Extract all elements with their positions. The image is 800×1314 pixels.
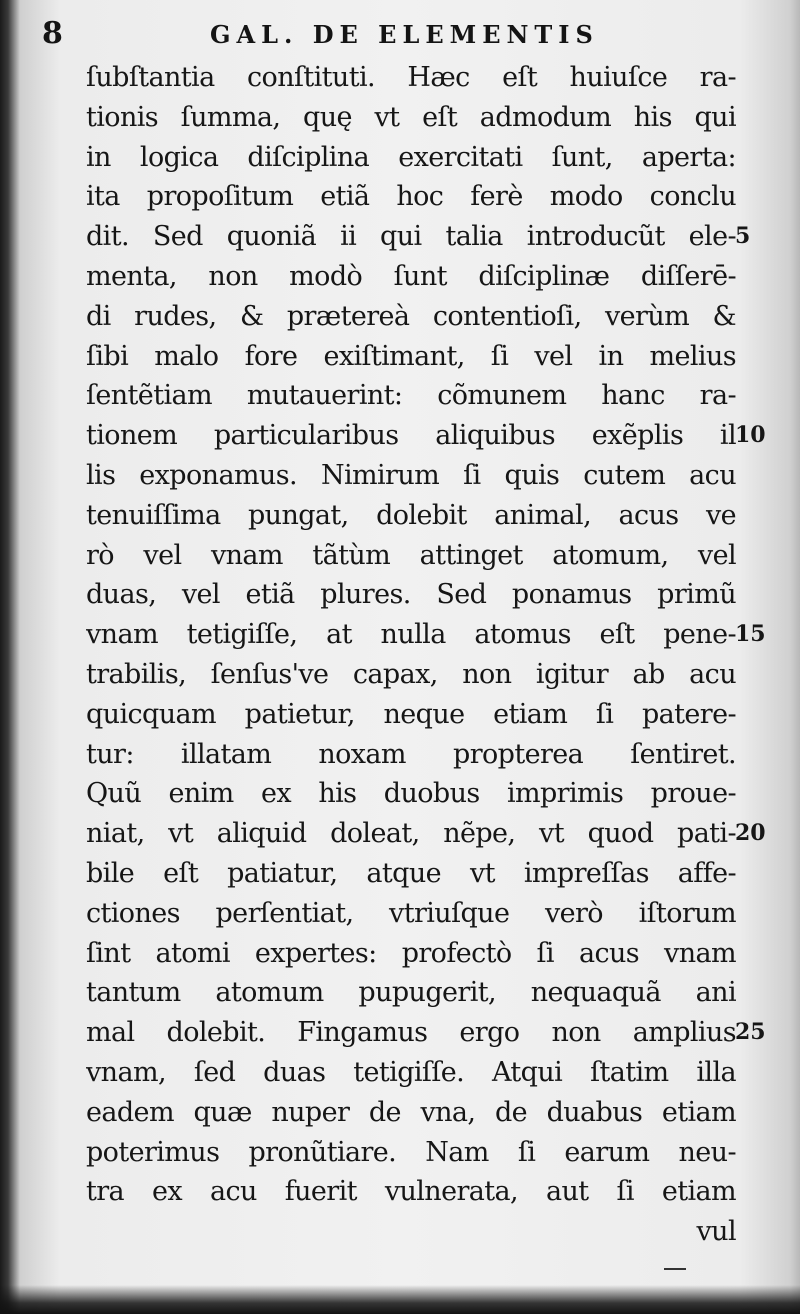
text-line: dit. Sed quoniã ii qui talia introducũt ele- <box>86 221 736 253</box>
text-line: menta, non modò ſunt diſciplinæ diſſerē- <box>86 260 736 292</box>
text-line: trabilis, ſenſus've capax, non igitur ab acu <box>86 658 736 690</box>
line-number-marker: 15 <box>735 621 766 648</box>
text-line: Quũ enim ex his duobus imprimis proue- <box>86 778 736 810</box>
text-line: ſentẽtiam mutauerint: cõmunem hanc ra- <box>86 380 736 412</box>
text-line: tur: illatam noxam propterea ſentiret. <box>86 738 736 770</box>
catchword-underline <box>664 1268 686 1270</box>
page-header <box>0 14 800 54</box>
text-line: bile eſt patiatur, atque vt impreſſas affe- <box>86 857 736 889</box>
text-line: ita propoſitum etiã hoc ferè modo conclu <box>86 181 736 213</box>
page-number: 8 <box>42 16 63 51</box>
text-line: rò vel vnam tãtùm attinget atomum, vel <box>86 539 736 571</box>
text-line: ctiones perſentiat, vtriuſque verò iſtorum <box>86 897 736 929</box>
text-line: niat, vt aliquid doleat, nẽpe, vt quod pati- <box>86 818 736 850</box>
text-line: eadem quæ nuper de vna, de duabus etiam <box>86 1096 736 1128</box>
text-line: tantum atomum pupugerit, nequaquã ani <box>86 977 736 1009</box>
page-bottom-shadow <box>0 1285 800 1314</box>
line-number-marker: 25 <box>735 1019 766 1046</box>
text-line: tra ex acu fuerit vulnerata, aut ſi etiam <box>86 1176 736 1208</box>
text-line: quicquam patietur, neque etiam ſi patere- <box>86 698 736 730</box>
text-line: in logica diſciplina exercitati ſunt, aperta: <box>86 141 736 173</box>
text-line: tionem particularibus aliquibus exẽplis il <box>86 420 736 452</box>
text-line: tenuiſſima pungat, dolebit animal, acus ve <box>86 499 736 531</box>
text-line: lis exponamus. Nimirum ſi quis cutem acu <box>86 459 736 491</box>
text-line: ſibi malo fore exiſtimant, ſi vel in melius <box>86 340 736 372</box>
text-line: duas, vel etiã plures. Sed ponamus primũ <box>86 579 736 611</box>
text-line: mal dolebit. Fingamus ergo non amplius <box>86 1017 736 1049</box>
text-line: vnam tetigiſſe, at nulla atomus eſt pene- <box>86 619 736 651</box>
text-line: vul <box>696 1216 736 1248</box>
text-line: di rudes, & prætereà contentioſi, verùm & <box>86 300 736 332</box>
line-number-marker: 5 <box>735 223 751 250</box>
text-line: tionis ſumma, quę vt eſt admodum his qui <box>86 101 736 133</box>
running-head: GAL. DE ELEMENTIS <box>210 20 599 49</box>
text-line: vnam, ſed duas tetigiſſe. Atqui ſtatim illa <box>86 1056 736 1088</box>
text-line: ſubſtantia conſtituti. Hæc eſt huiuſce ra- <box>86 62 736 93</box>
line-number-marker: 20 <box>735 820 766 847</box>
text-line: poterimus pronũtiare. Nam ſi earum neu- <box>86 1136 736 1168</box>
text-block <box>86 58 736 1252</box>
text-line: ſint atomi expertes: profectò ſi acus vnam <box>86 937 736 969</box>
line-number-marker: 10 <box>735 422 766 449</box>
